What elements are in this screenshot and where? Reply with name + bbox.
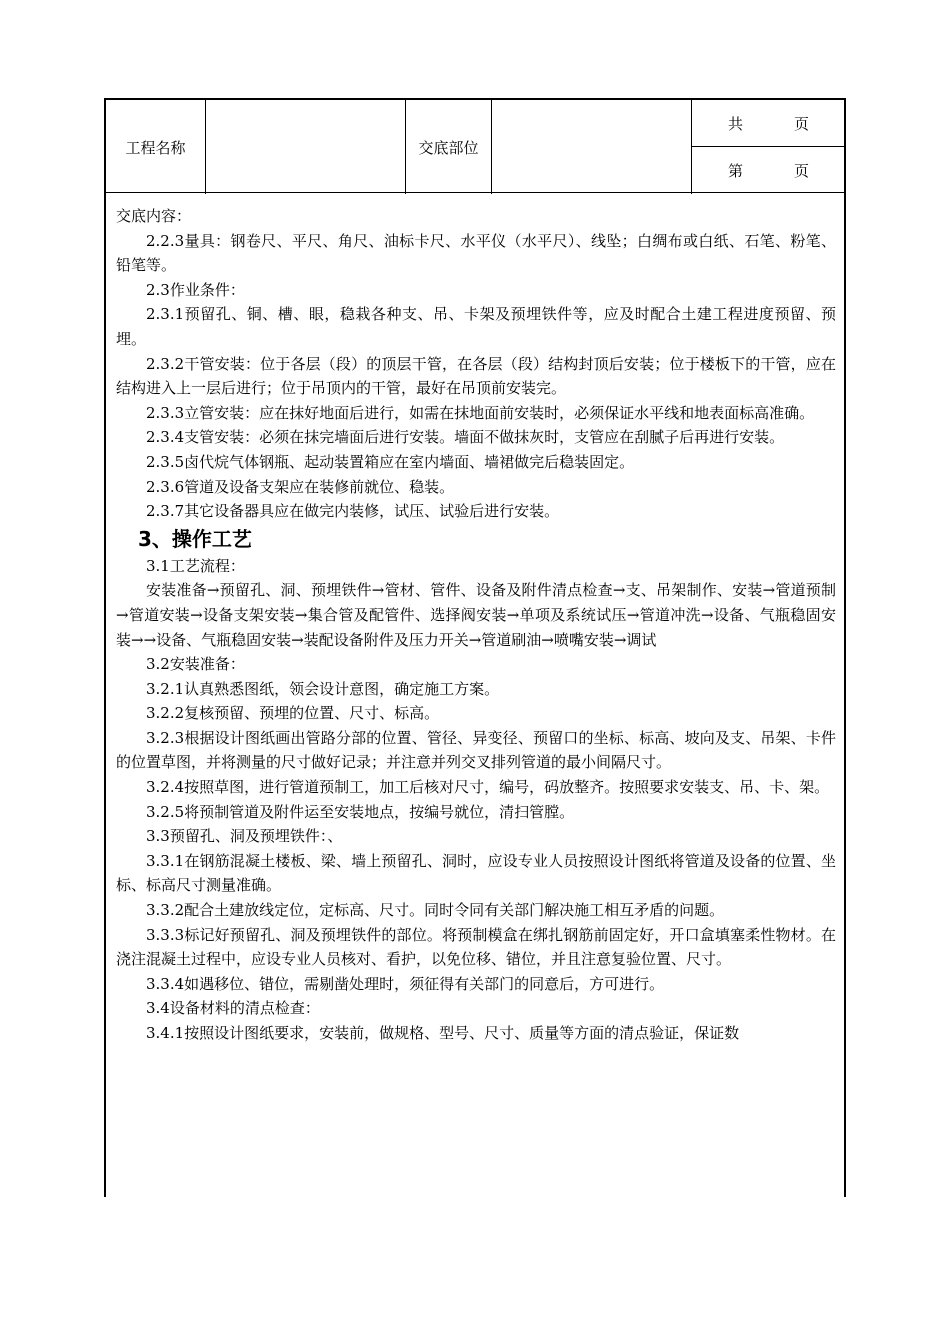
paragraph: 2.3.4支管安装：必须在抹完墙面后进行安装。墙面不做抹灰时，支管应在刮腻子后再进行安装。 — [146, 428, 785, 447]
section-3-title: 3、操作工艺 — [138, 526, 252, 551]
disclosure-form — [104, 98, 846, 1197]
paragraph: 3.4.1按照设计图纸要求，安装前，做规格、型号、尺寸、质量等方面的清点验证，保证数 — [146, 1024, 740, 1042]
header-divider — [106, 192, 844, 193]
paragraph: 2.2.3量具：钢卷尺、平尺、角尺、油标卡尺、水平仪（水平尺）、线坠；白绸布或白纸、石笔、粉笔、铅笔等。 — [116, 231, 836, 275]
paragraph: 2.3.2干管安装：位于各层（段）的顶层干管，在各层（段）结构封顶后安装；位于楼板下的干管，应在结构进入上一层后进行；位于吊顶内的干管，最好在吊顶前安装完。 — [116, 354, 836, 398]
disclosure-content — [116, 204, 836, 1046]
paragraph: 3.3预留孔、洞及预埋铁件：、 — [146, 827, 343, 846]
paragraph: 3.3.1在钢筋混凝土楼板、梁、墙上预留孔、洞时，应设专业人员按照设计图纸将管道及设备的位置、坐标、标高尺寸测量准确。 — [116, 851, 836, 895]
project-name-value — [206, 100, 406, 194]
location-label: 交底部位 — [406, 100, 492, 194]
total-pages-cell — [692, 100, 844, 147]
paragraph: 3.2.5将预制管道及附件运至安装地点，按编号就位，清扫管膛。 — [146, 802, 575, 821]
paragraph: 2.3.3立管安装：应在抹好地面后进行，如需在抹地面前安装时，必须保证水平线和地表面标高准确。 — [146, 403, 815, 422]
paragraph: 3.2.3根据设计图纸画出管路分部的位置、管径、异变径、预留口的坐标、标高、坡向及支、吊架、卡件的位置草图，并将测量的尺寸做好记录；并注意并列交叉排列管道的最小间隔尺寸。 — [116, 728, 836, 772]
section-3-paragraphs — [116, 554, 836, 1046]
paragraph: 3.3.3标记好预留孔、洞及预埋铁件的部位。将预制模盒在绑扎钢筋前固定好，开口盒填塞柔性物材。在浇注混凝土过程中，应设专业人员核对、看护，以免位移、错位，并且注意复验位置、尺寸。 — [116, 925, 836, 969]
page-number-prefix: 第 — [728, 162, 744, 180]
location-value — [492, 100, 692, 194]
paragraph: 2.3.5卤代烷气体钢瓶、起动装置箱应在室内墙面、墙裙做完后稳装固定。 — [146, 452, 635, 471]
section-2-paragraphs — [116, 229, 836, 524]
page-number-cell — [692, 147, 844, 194]
paragraph: 2.3.6管道及设备支架应在装修前就位、稳装。 — [146, 477, 455, 496]
project-name-label: 工程名称 — [106, 100, 206, 194]
total-pages-suffix: 页 — [794, 114, 810, 133]
paragraph: 2.3.7其它设备器具应在做完内装修，试压、试验后进行安装。 — [146, 502, 560, 521]
paragraph: 安装准备→预留孔、洞、预埋铁件→管材、管件、设备及附件清点检查→支、吊架制作、安装→管道预制→管道安装→设备支架安装→集合管及配管件、选择阀安装→单项及系统试压→管道冲洗→设备、气瓶稳固安装→→设备、气瓶稳固安装→装配设备附件及压力开关→管道刷油→喷嘴安装→调试 — [116, 581, 836, 649]
paragraph: 2.3.1预留孔、铜、槽、眼，稳栽各种支、吊、卡架及预埋铁件等，应及时配合土建工程进度预留、预埋。 — [116, 305, 836, 348]
intro-label: 交底内容： — [116, 207, 192, 225]
paragraph: 3.2.4按照草图，进行管道预制工，加工后核对尺寸，编号，码放整齐。按照要求安装支、吊、卡、架。 — [146, 778, 830, 797]
paragraph: 3.3.2配合土建放线定位，定标高、尺寸。同时令同有关部门解决施工相互矛盾的问题。 — [146, 901, 725, 920]
paragraph: 3.4设备材料的清点检查： — [146, 999, 320, 1018]
paragraph: 3.2.2复核预留、预埋的位置、尺寸、标高。 — [146, 704, 440, 723]
paragraph: 3.2安装准备： — [146, 655, 245, 674]
paragraph: 2.3作业条件： — [146, 280, 245, 299]
paragraph: 3.3.4如遇移位、错位，需剔凿处理时，须征得有关部门的同意后，方可进行。 — [146, 974, 665, 993]
page-number-suffix: 页 — [794, 162, 810, 180]
total-pages-prefix: 共 — [728, 114, 744, 133]
paragraph: 3.2.1认真熟悉图纸，领会设计意图，确定施工方案。 — [146, 679, 500, 698]
paragraph: 3.1工艺流程： — [146, 556, 245, 575]
